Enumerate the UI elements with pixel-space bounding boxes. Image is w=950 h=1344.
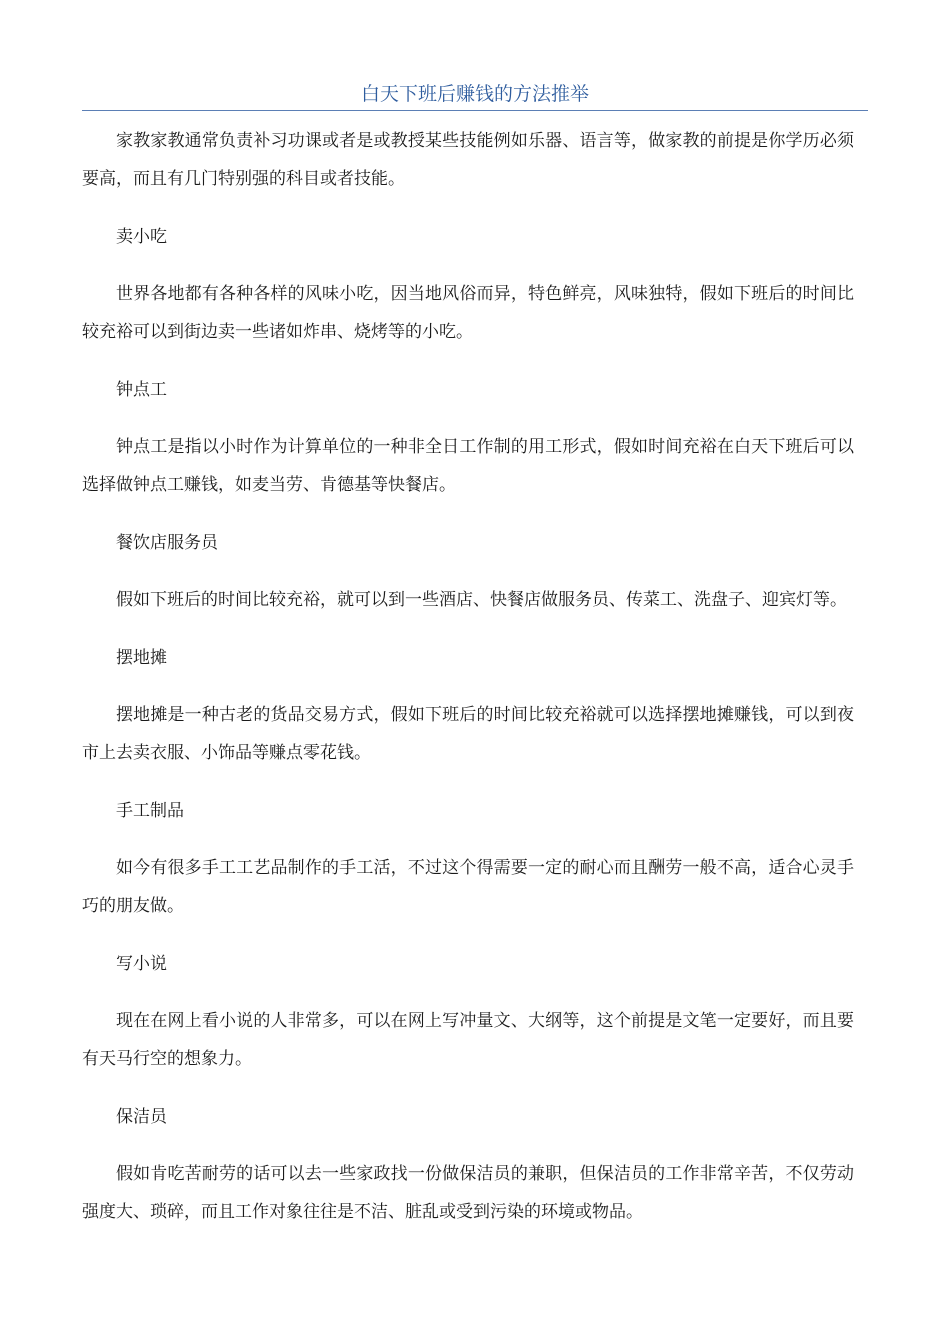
document-body — [82, 122, 854, 1251]
paragraph-restaurant-staff: 假如下班后的时间比较充裕，就可以到一些酒店、快餐店做服务员、传菜工、洗盘子、迎宾灯等。 — [116, 590, 847, 610]
paragraph-cleaner: 假如肯吃苦耐劳的话可以去一些家政找一份做保洁员的兼职，但保洁员的工作非常辛苦，不仅劳动强度大、琐碎，而且工作对象往往是不洁、脏乱或受到污染的环境或物品。 — [82, 1164, 854, 1222]
section-heading-restaurant-staff: 餐饮店服务员 — [116, 533, 218, 553]
paragraph-hourly-worker: 钟点工是指以小时作为计算单位的一种非全日工作制的用工形式，假如时间充裕在白天下班后可以选择做钟点工赚钱，如麦当劳、肯德基等快餐店。 — [82, 437, 854, 495]
section-heading-novel-writing: 写小说 — [116, 954, 167, 974]
paragraph-tutoring: 家教家教通常负责补习功课或者是或教授某些技能例如乐器、语言等，做家教的前提是你学历必须要高，而且有几门特别强的科目或者技能。 — [82, 131, 854, 189]
paragraph-novel-writing: 现在在网上看小说的人非常多，可以在网上写冲量文、大纲等，这个前提是文笔一定要好，而且要有天马行空的想象力。 — [82, 1011, 854, 1069]
section-heading-handicrafts: 手工制品 — [116, 801, 184, 821]
paragraph-street-stall: 摆地摊是一种古老的货品交易方式，假如下班后的时间比较充裕就可以选择摆地摊赚钱，可以到夜市上去卖衣服、小饰品等赚点零花钱。 — [82, 705, 854, 763]
section-heading-snacks: 卖小吃 — [116, 227, 167, 247]
paragraph-handicrafts: 如今有很多手工工艺品制作的手工活，不过这个得需要一定的耐心而且酬劳一般不高，适合心灵手巧的朋友做。 — [82, 858, 854, 916]
page-header — [82, 80, 868, 111]
header-title: 白天下班后赚钱的方法推举 — [360, 83, 589, 105]
section-heading-hourly-worker: 钟点工 — [116, 380, 167, 400]
paragraph-snacks: 世界各地都有各种各样的风味小吃，因当地风俗而异，特色鲜亮，风味独特，假如下班后的时间比较充裕可以到街边卖一些诸如炸串、烧烤等的小吃。 — [82, 284, 854, 342]
section-heading-cleaner: 保洁员 — [116, 1107, 167, 1127]
section-heading-street-stall: 摆地摊 — [116, 648, 167, 668]
